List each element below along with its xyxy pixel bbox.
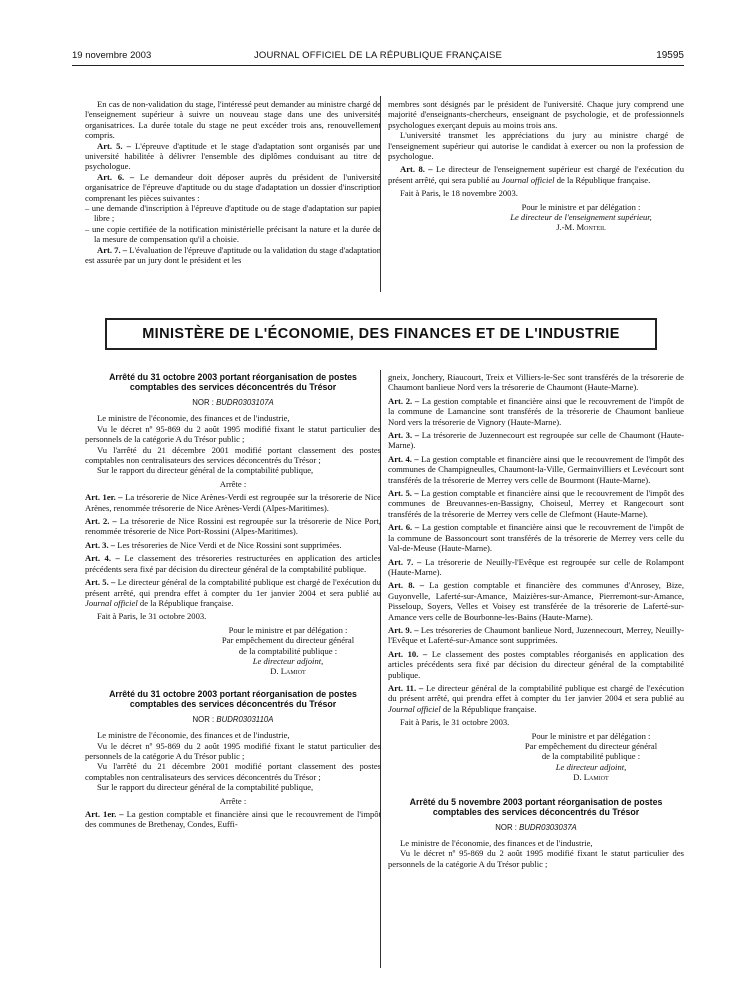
signature-line: Pour le ministre et par délégation : [228, 624, 348, 635]
article-7 [85, 245, 381, 266]
nor-reference [85, 715, 381, 725]
signature-role-text: Le directeur adjoint, [252, 655, 324, 666]
article-text: La trésorerie de Nice Rossini est regroupée sur la trésorerie de Nice Port, renommée trésorerie de Nice Port-Rossini (Alpes-Maritimes). [85, 516, 381, 537]
article-5 [85, 141, 381, 172]
signature-title [478, 212, 684, 222]
article-6 [85, 172, 381, 203]
signature-line: Pour le ministre et par délégation : [521, 201, 641, 212]
signature-role [498, 762, 684, 772]
visa: Le ministre de l'économie, des finances et de l'industrie, [97, 413, 290, 424]
done-at: Fait à Paris, le 18 novembre 2003. [400, 188, 518, 199]
article-label: Art. 5. – [97, 140, 131, 151]
article-8 [388, 164, 684, 185]
signature-role-text: Le directeur adjoint, [555, 761, 627, 772]
article-label: Art. 4. – [85, 553, 120, 564]
article-text: La trésorerie de Neuilly-l'Evêque est regroupée sur celle de Rolampont (Haute-Marne). [388, 556, 684, 577]
article-text: La gestion comptable et financière ainsi que le recouvrement de l'impôt de la commune de Bassoncourt sont transférés de la trésorerie de Merrey vers celle du Val-de-Meuse (Haute-Marne). [388, 522, 684, 554]
article-label: Art. 2. – [388, 395, 420, 406]
visa: Le ministre de l'économie, des finances et de l'industrie, [400, 838, 593, 849]
paragraph: L'université transmet les appréciations du jury au ministre chargé de l'enseignement supérieur qui autorise le candidat à exercer ou non la profession de psychologue. [388, 130, 684, 162]
article-text: La gestion comptable et financière ainsi que le recouvrement de l'impôt des communes de Brethenay, Condes, Euffi- [85, 809, 381, 830]
article-label: Art. 3. – [388, 430, 420, 441]
article-label: Art. 5. – [85, 577, 116, 588]
arrete-title: Arrêté du 31 octobre 2003 portant réorganisation de postes comptables des services déconcentrés du Trésor [109, 372, 357, 392]
column-divider [380, 96, 381, 292]
list-item: – une copie certifiée de la notification ministérielle précisant la nature et la durée de la mesure de compensation qu'il a choisie. [85, 223, 381, 245]
header-journal-title: JOURNAL OFFICIEL DE LA RÉPUBLIQUE FRANÇAISE [253, 50, 503, 61]
article-text: La gestion comptable et financière ainsi que le recouvrement de l'impôt des communes de Breuvannes-en-Bassigny, Choiseul, Merrey et Rangecourt sont transférés de la trésorerie de Merrey vers celle de Clefmont (Haute-Marne). [388, 488, 684, 519]
journal-officiel-ref: Journal officiel [85, 597, 138, 608]
visa: Vu le décret nº 95-869 du 2 août 1995 modifié fixant le statut particulier des personnels de la catégorie A du Trésor public ; [388, 848, 684, 869]
article-label: Art. 4. – [388, 453, 419, 464]
article-text: La gestion comptable et financière des communes d'Anrosey, Bize, Guyonvelle, Laferté-sur-Amance, Maizières-sur-Amance, Pierremont-sur-Amance, Pisseloup, Soyers, Velles et Voisey est transférée de la trésorerie de Laferté-sur-Amance vers celle de Bourbonne-les-Bains (Haute-Marne). [388, 580, 684, 622]
article-5 [85, 577, 381, 608]
article-text: Le directeur général de la comptabilité publique est chargé de l'exécution du présent arrêté, qui prendra effet à compter du 1er janvier 2004 et sera publié au [388, 682, 684, 704]
top-right-column [388, 99, 684, 233]
visa: Vu le décret nº 95-869 du 2 août 1995 modifié fixant le statut particulier des personnels de la catégorie A du Trésor public ; [85, 423, 381, 445]
top-left-column [85, 99, 381, 266]
header-date: 19 novembre 2003 [72, 50, 152, 61]
article-3 [388, 430, 684, 451]
article-6 [388, 522, 684, 553]
visa: Vu l'arrêté du 21 décembre 2001 modifié portant classement des postes comptables non centralisateurs des services déconcentrés du Trésor ; [85, 761, 381, 782]
list-item: – une demande d'inscription à l'épreuve d'aptitude ou de stage d'adaptation sur papier libre ; [85, 203, 381, 224]
arrete-title: Arrêté du 5 novembre 2003 portant réorganisation de postes comptables des services déconcentrés du Trésor [409, 796, 663, 817]
article-3 [85, 540, 381, 550]
header-page-number: 19595 [656, 50, 684, 61]
arrete-title: Arrêté du 31 octobre 2003 portant réorganisation de postes comptables des services déconcentrés du Trésor [109, 688, 357, 709]
article-text: La gestion comptable et financière ainsi que le recouvrement de l'impôt de la commune de Lamancine sont transférés de la trésorerie de Chaumont banlieue Nord vers la trésorerie de Vignory (Haute-Marne). [388, 395, 684, 427]
nor-reference [388, 823, 684, 833]
article-label: Art. 1er. – [85, 809, 124, 819]
nor-label: NOR : [192, 714, 217, 724]
article-text: L'évaluation de l'épreuve d'aptitude ou la validation du stage d'adaptation est assurée par un jury dont le président et les [85, 244, 381, 266]
article-label: Art. 2. – [85, 516, 117, 527]
article-text: Le directeur général de la comptabilité publique est chargé de l'exécution du présent arrêté, qui prendra effet à compter du 1er janvier 2004 et sera publié au [85, 577, 381, 598]
signatory-name: J.-M. Monteil [556, 222, 606, 233]
signature-role: Le directeur de l'enseignement supérieur, [510, 212, 652, 223]
signature-role [195, 656, 381, 666]
paragraph: gneix, Jonchery, Riaucourt, Treix et Villiers-le-Sec sont transférés de la trésorerie de Chaumont banlieue Nord vers la trésorerie de Chaumont (Haute-Marne). [388, 372, 684, 393]
page-header [72, 50, 684, 64]
article-label: Art. 11. – [388, 682, 424, 693]
article-label: Art. 5. – [388, 488, 419, 499]
visa: Vu le décret nº 95-869 du 2 août 1995 modifié fixant le statut particulier des personnels de la catégorie A du Trésor public ; [85, 740, 381, 761]
article-11 [388, 683, 684, 714]
article-text: Les trésoreries de Nice Verdi et de Nice Rossini sont supprimées. [117, 539, 342, 550]
article-text: L'épreuve d'aptitude et le stage d'adaptation sont organisés par une université habilitée à délivrer l'ensemble des diplômes conduisant au titre de psychologue. [85, 140, 381, 172]
article-text: La trésorerie de Nice Arènes-Verdi est regroupée sur la trésorerie de Nice Arènes, renommée trésorerie de Nice Arènes-Verdi (Alpes-Maritimes). [85, 492, 381, 513]
journal-officiel-ref: Journal officiel [501, 174, 555, 185]
journal-officiel-ref: Journal officiel [388, 703, 441, 714]
signature-line: Par empêchement du directeur général [524, 741, 658, 751]
article-label: Art. 1er. – [85, 492, 123, 503]
arrete-word: Arrête : [219, 795, 247, 806]
nor-code: BUDR0303107A [216, 398, 274, 407]
ministry-banner: MINISTÈRE DE L'ÉCONOMIE, DES FINANCES ET DE L'INDUSTRIE [105, 318, 657, 350]
article-1 [85, 809, 381, 830]
article-text: de la République française. [440, 703, 537, 714]
article-label: Art. 3. – [85, 539, 116, 550]
article-label: Art. 7. – [388, 556, 422, 567]
article-2 [85, 516, 381, 537]
header-rule [72, 65, 684, 66]
article-4 [85, 553, 381, 574]
article-7 [388, 557, 684, 578]
article-4 [388, 454, 684, 485]
article-1 [85, 492, 381, 513]
visa: Le ministre de l'économie, des finances et de l'industrie, [97, 730, 290, 741]
article-text: Le directeur de l'enseignement supérieur est chargé de l'exécution du présent arrêté, qui sera publié au [388, 164, 684, 185]
article-text: Les trésoreries de Chaumont banlieue Nord, Juzennecourt, Merrey, Neuilly-l'Evêque et Laferté-sur-Amance sont supprimées. [388, 624, 684, 646]
article-5 [388, 488, 684, 519]
signature-line: de la comptabilité publique : [238, 645, 338, 656]
paragraph: En cas de non-validation du stage, l'intéressé peut demander au ministre chargé de l'enseignement supérieur à suivre un nouveau stage dans une des universités organisatrices. La durée totale du stage ne peut excéder trois ans, renouvellement compris. [85, 99, 381, 141]
article-9 [388, 625, 684, 646]
article-text: Le demandeur doit déposer auprès du président de l'université organisatrice de l'épreuve d'aptitude ou du stage d'adaptation un dossier d'inscription comprenant les pièces suivantes : [85, 171, 381, 203]
visa: Vu l'arrêté du 21 décembre 2001 modifié portant classement des postes comptables non centralisateurs des services déconcentrés du Trésor ; [85, 444, 381, 466]
article-label: Art. 7. – [97, 244, 128, 255]
article-text: La gestion comptable et financière ainsi que le recouvrement de l'impôt des communes de Champigneulles, Chaumont-la-Ville, Germainvilliers et Levécourt sont transférés de la trésorerie de Merrey vers celle de Bourmont (Haute-Marne). [388, 453, 684, 485]
signature-line: de la comptabilité publique : [541, 751, 641, 762]
signatory-name: D. Lamiot [573, 772, 609, 783]
article-10 [388, 649, 684, 680]
nor-code: BUDR0303037A [519, 822, 577, 832]
nor-code: BUDR0303110A [216, 714, 274, 724]
signatory-name: D. Lamiot [270, 666, 306, 677]
article-8 [388, 580, 684, 622]
signature-line: Par empêchement du directeur général [221, 635, 355, 646]
done-at: Fait à Paris, le 31 octobre 2003. [97, 611, 207, 622]
article-label: Art. 8. – [400, 164, 433, 175]
article-label: Art. 6. – [388, 522, 420, 533]
article-text: Le classement des postes comptables réorganisés en application des articles précédents sera fixé par décision du directeur général de la comptabilité publique. [388, 648, 684, 680]
done-at: Fait à Paris, le 31 octobre 2003. [400, 717, 510, 728]
article-label: Art. 8. – [388, 580, 425, 591]
nor-label: NOR : [192, 398, 217, 407]
signature-line: Pour le ministre et par délégation : [531, 730, 651, 741]
article-label: Art. 6. – [97, 171, 135, 182]
bottom-left-column [85, 372, 381, 830]
nor-reference [85, 398, 381, 408]
article-text: La trésorerie de Juzennecourt est regroupée sur celle de Chaumont (Haute-Marne). [388, 430, 684, 451]
article-text: de la République française. [137, 597, 234, 608]
article-2 [388, 396, 684, 427]
article-text: Le classement des trésoreries restructurées en application des articles précédents sera fixé par décision du directeur général de la comptabilité publique. [85, 553, 381, 574]
arrete-word: Arrête : [219, 478, 247, 489]
article-label: Art. 9. – [388, 624, 419, 635]
article-text: de la République française. [554, 174, 651, 185]
bottom-right-column [388, 372, 684, 869]
nor-label: NOR : [495, 822, 520, 832]
visa: Sur le rapport du directeur général de la comptabilité publique, [97, 465, 314, 476]
visa: Sur le rapport du directeur général de la comptabilité publique, [97, 782, 314, 793]
paragraph: membres sont désignés par le président de l'université. Chaque jury comprend une majorité d'enseignants-chercheurs, enseignant de psychologie, et de professionnels psychologues exerçant depuis au moins trois ans. [388, 99, 684, 130]
article-label: Art. 10. – [388, 648, 428, 659]
